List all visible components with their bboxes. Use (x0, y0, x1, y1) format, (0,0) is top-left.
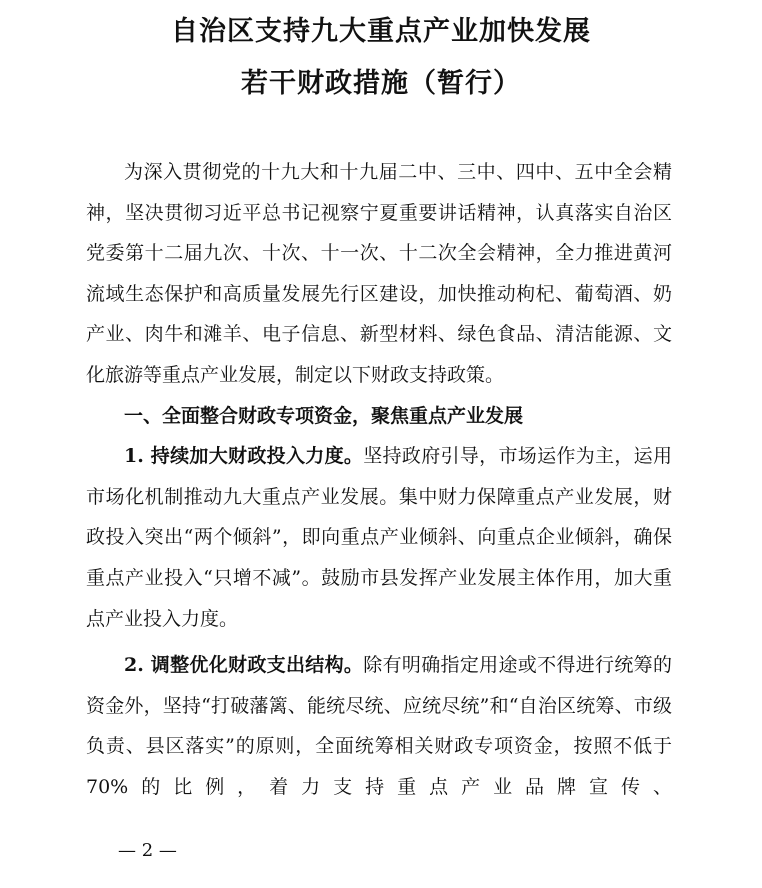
section-heading-1: 一、全面整合财政专项资金，聚焦重点产业发展 (124, 404, 524, 427)
item-1-text: 坚持政府引导，市场运作为主，运用市场化机制推动九大重点产业发展。集中财力保障重点产业发展，财政投入突出“两个倾斜”，即向重点产业倾斜、向重点企业倾斜，确保重点产业投入“只增不减”。鼓励市县发挥产业发展主体作用，加大重点产业投入力度。 (86, 445, 672, 630)
item-paragraph-2 (86, 645, 672, 807)
item-2-text: 除有明确指定用途或不得进行统筹的资金外，坚持“打破藩篱、能统尽统、应统尽统”和“自治区统筹、市级负责、县区落实”的原则，全面统筹相关财政专项资金，按照不低于70%的比例，着力支持重点产业品牌宣传、 (86, 654, 672, 798)
document-title-line-1: 自治区支持九大重点产业加快发展 (171, 16, 591, 47)
page-number: — 2 — (118, 840, 177, 861)
item-1-lead: 1. 持续加大财政投入力度。 (124, 445, 364, 468)
item-2-lead: 2. 调整优化财政支出结构。 (124, 654, 364, 677)
intro-paragraph: 为深入贯彻党的十九大和十九届二中、三中、四中、五中全会精神，坚决贯彻习近平总书记视察宁夏重要讲话精神，认真落实自治区党委第十二届九次、十次、十一次、十二次全会精神，全力推进黄河流域生态保护和高质量发展先行区建设，加快推动枸杞、葡萄酒、奶产业、肉牛和滩羊、电子信息、新型材料、绿色食品、清洁能源、文化旅游等重点产业发展，制定以下财政支持政策。 (86, 161, 672, 386)
document-title-line-2: 若干财政措施（暂行） (241, 68, 521, 99)
document-body (86, 152, 672, 808)
item-paragraph-1 (86, 436, 672, 639)
